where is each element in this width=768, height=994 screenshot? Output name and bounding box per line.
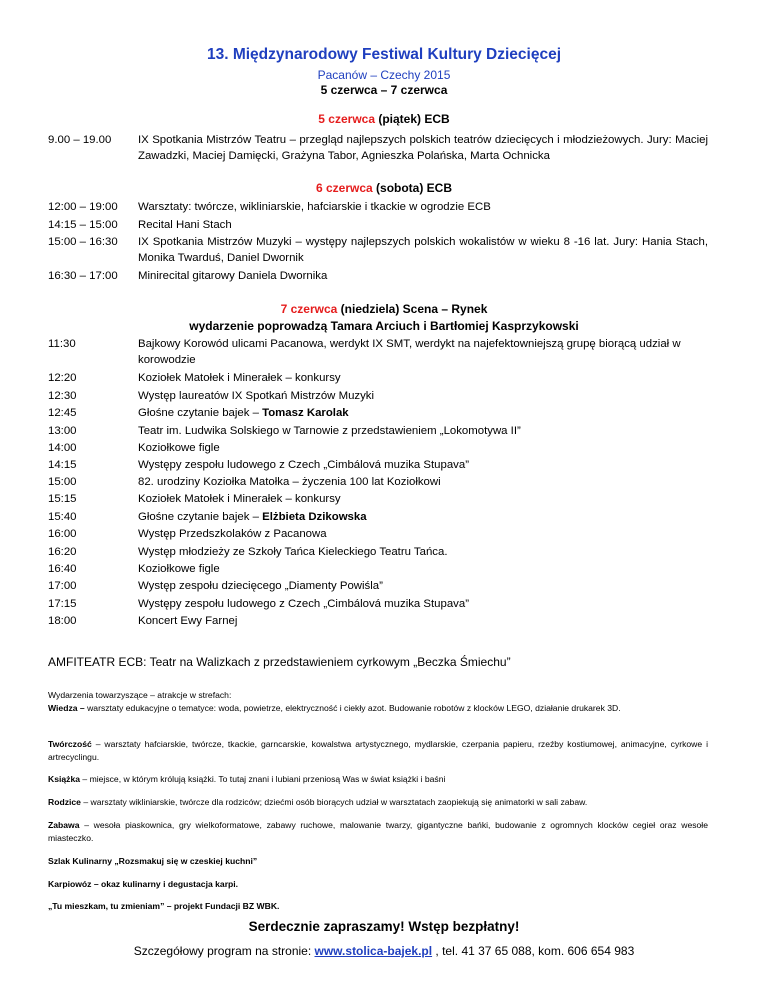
extras-tworczosc-label: Twórczość: [48, 739, 92, 749]
extras-szlak: [48, 855, 708, 868]
day2-date: 6 czerwca: [315, 181, 373, 195]
extras-rodzice: [48, 796, 708, 809]
footer-contact: [0, 944, 768, 958]
schedule-desc: Występy zespołu ludowego z Czech „Cimbálová muzika Stupava”: [138, 598, 470, 610]
schedule-time: 14:15: [48, 459, 77, 471]
day3-host: wydarzenie poprowadzą Tamara Arciuch i Bartłomiej Kasprzykowski: [189, 319, 579, 333]
day1-heading: [0, 112, 768, 126]
website-link[interactable]: www.stolica-bajek.pl: [314, 944, 433, 958]
extras-projekt: [48, 900, 708, 913]
extras-wiedza-label: Wiedza –: [48, 702, 85, 713]
schedule-desc: Bajkowy Korowód ulicami Pacanowa, werdykt IX SMT, werdykt na najefektowniejszą grupę biorącą udział w korowodzie: [138, 338, 681, 366]
schedule-desc: Występ zespołu dziecięcego „Diamenty Powiśla”: [138, 580, 383, 592]
schedule-desc: Koncert Ewy Farnej: [138, 615, 238, 627]
day2-label: (sobota) ECB: [372, 181, 453, 195]
extras-projekt-text: „Tu mieszkam, tu zmieniam” – projekt Fundacji BZ WBK.: [48, 901, 280, 911]
schedule-desc-text: Głośne czytanie bajek –: [138, 511, 263, 523]
footer-suffix: , tel. 41 37 65 088, kom. 606 654 983: [432, 944, 635, 958]
schedule-desc: Koziołkowe figle: [138, 563, 220, 575]
day3-date: 7 czerwca: [280, 302, 338, 316]
extras-karpiowoz-text: Karpiowóz – okaz kulinarny i degustacja karpi.: [48, 879, 239, 889]
extras-ksiazka-text: – miejsce, w którym królują książki. To tutaj znani i lubiani przeniosą Was w świat książki i baśni: [80, 774, 446, 784]
schedule-desc: IX Spotkania Mistrzów Muzyki – występy najlepszych polskich wokalistów w wieku 8 -16 lat. Jury: Hania Stach, Monika Twarduś, Daniel Dwornik: [138, 236, 708, 264]
schedule-desc: Warsztaty: twórcze, wikliniarskie, hafciarskie i tkackie w ogrodzie ECB: [138, 201, 491, 213]
schedule-reader: Elżbieta Dzikowska: [262, 511, 367, 523]
extras-tworczosc: [48, 738, 708, 763]
schedule-time: 14:15 – 15:00: [48, 219, 118, 231]
schedule-desc: Koziołek Matołek i Minerałek – konkursy: [138, 372, 341, 384]
extras-rodzice-text: – warsztaty wikliniarskie, twórcze dla rodziców; dziećmi osób biorących udział w warsztatach zaopiekują się animatorki w sali zabaw.: [80, 797, 588, 807]
extras-rodzice-label: Rodzice: [48, 797, 81, 807]
schedule-time: 15:00 – 16:30: [48, 236, 118, 248]
schedule-desc: Występ Przedszkolaków z Pacanowa: [138, 528, 327, 540]
extras-karpiowoz: [48, 878, 708, 891]
festival-dates: 5 czerwca – 7 czerwca: [320, 83, 448, 97]
schedule-time: 15:40: [48, 511, 77, 523]
extras-szlak-text: Szlak Kulinarny „Rozsmakuj się w czeskiej kuchni”: [48, 856, 258, 866]
schedule-desc: Minirecital gitarowy Daniela Dwornika: [138, 270, 328, 282]
schedule-desc: Występ laureatów IX Spotkań Mistrzów Muzyki: [138, 390, 375, 402]
extras-zabawa-text: – wesoła piaskownica, gry wielkoformatowe, zabawy ruchowe, malowanie twarzy, gigantyczne bańki, budowanie z ogromnych klocków cegieł oraz wesołe miasteczko.: [48, 820, 708, 843]
extras-ksiazka: [48, 773, 708, 786]
schedule-time: 15:15: [48, 493, 77, 505]
schedule-time: 12:30: [48, 390, 77, 402]
schedule-desc: Koziołek Matołek i Minerałek – konkursy: [138, 493, 341, 505]
day1-date: 5 czerwca: [318, 112, 376, 126]
festival-title: 13. Międzynarodowy Festiwal Kultury Dziecięcej: [206, 46, 562, 63]
schedule-time: 12:45: [48, 407, 77, 419]
schedule-desc: Koziołkowe figle: [138, 442, 220, 454]
extras-wiedza: [48, 702, 708, 715]
schedule-time: 12:20: [48, 372, 77, 384]
extras-block: [48, 689, 708, 714]
schedule-time: 18:00: [48, 615, 77, 627]
schedule-desc-text: Głośne czytanie bajek –: [138, 407, 263, 419]
schedule-desc: [138, 509, 708, 525]
extras-intro: Wydarzenia towarzyszące – atrakcje w strefach:: [48, 690, 232, 700]
festival-subtitle: Pacanów – Czechy 2015: [317, 68, 451, 82]
extras-ksiazka-label: Książka: [48, 774, 81, 784]
extras-zabawa: [48, 819, 708, 844]
day3-label: (niedziela) Scena – Rynek: [337, 302, 488, 316]
schedule-time: 9.00 – 19.00: [48, 134, 112, 146]
day2-heading: [0, 181, 768, 195]
schedule-time: 16:20: [48, 546, 77, 558]
extras-tworczosc-text: – warsztaty hafciarskie, twórcze, tkackie, garncarskie, kowalstwa artystycznego, mydlarskie, czerpania papieru, rzeźby kostiumowej, animacyjne, cyrkowe i artrecyclingu.: [48, 739, 708, 762]
schedule-time: 16:40: [48, 563, 77, 575]
schedule-desc: IX Spotkania Mistrzów Teatru – przegląd najlepszych polskich teatrów dziecięcych i młodzieżowych. Jury: Maciej Zawadzki, Maciej Damięcki, Grażyna Tabor, Agnieszka Polańska, Marta Ochnicka: [138, 134, 708, 162]
footer-prefix: Szczegółowy program na stronie:: [133, 944, 315, 958]
schedule-time: 14:00: [48, 442, 77, 454]
day3-heading: [0, 302, 768, 316]
schedule-desc: [138, 405, 708, 421]
welcome-line: Serdecznie zapraszamy! Wstęp bezpłatny!: [248, 919, 520, 934]
extras-zabawa-label: Zabawa: [48, 820, 80, 830]
amfiteatr-note: AMFITEATR ECB: Teatr na Walizkach z przedstawieniem cyrkowym „Beczka Śmiechu”: [48, 655, 511, 669]
schedule-time: 16:30 – 17:00: [48, 270, 118, 282]
schedule-time: 11:30: [48, 338, 76, 350]
extras-wiedza-text: warsztaty edukacyjne o tematyce: woda, powietrze, elektryczność i ciekły azot. Budowanie robotów z klocków LEGO, działanie drukarek 3D.: [84, 702, 621, 713]
schedule-desc: Występ młodzieży ze Szkoły Tańca Kieleckiego Teatru Tańca.: [138, 546, 448, 558]
schedule-time: 17:15: [48, 598, 77, 610]
day1-label: (piątek) ECB: [375, 112, 450, 126]
schedule-desc: Teatr im. Ludwika Solskiego w Tarnowie z przedstawieniem „Lokomotywa II”: [138, 425, 521, 437]
schedule-desc: 82. urodziny Koziołka Matołka – życzenia 100 lat Koziołkowi: [138, 476, 441, 488]
schedule-desc: Występy zespołu ludowego z Czech „Cimbálová muzika Stupava”: [138, 459, 470, 471]
schedule-time: 12:00 – 19:00: [48, 201, 118, 213]
schedule-desc: Recital Hani Stach: [138, 219, 232, 231]
schedule-reader: Tomasz Karolak: [262, 407, 349, 419]
schedule-time: 13:00: [48, 425, 77, 437]
schedule-time: 17:00: [48, 580, 77, 592]
schedule-time: 16:00: [48, 528, 77, 540]
schedule-time: 15:00: [48, 476, 77, 488]
